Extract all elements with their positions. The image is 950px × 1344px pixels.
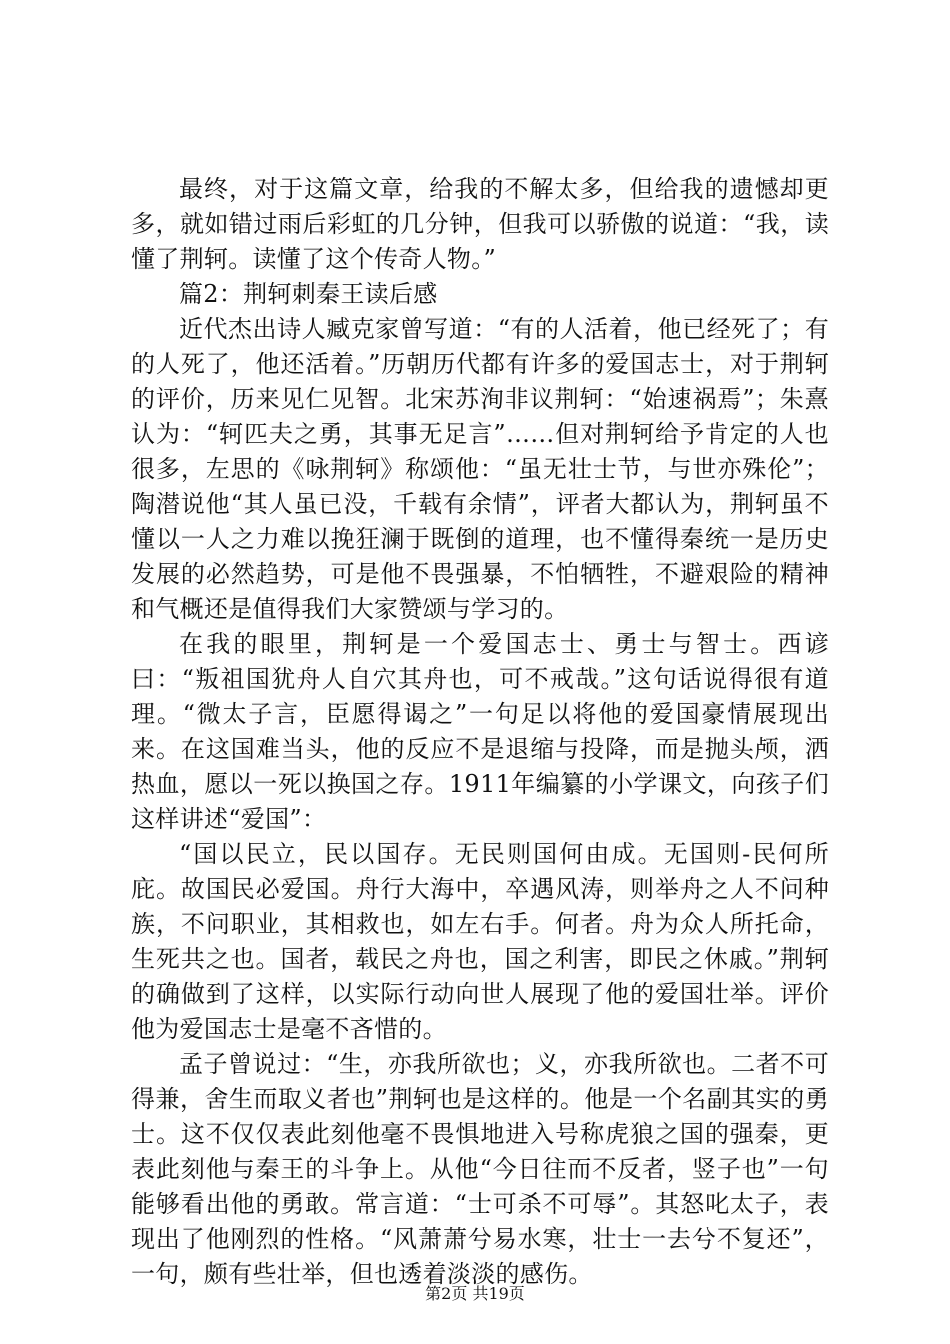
paragraph-conclusion: 最终，对于这篇文章，给我的不解太多，但给我的遗憾却更多，就如错过雨后彩虹的几分钟，但我可以骄傲的说道：“我，读懂了荆轲。读懂了这个传奇人物。” <box>131 175 829 273</box>
section-heading: 篇2：荆轲刺秦王读后感 <box>179 280 438 308</box>
paragraph-intro: 近代杰出诗人臧克家曾写道：“有的人活着，他已经死了；有的人死了，他还活着。”历朝历代都有许多的爱国志士，对于荆轲的评价，历来见仁见智。北宋苏洵非议荆轲：“始速祸焉”；朱熹认为：“轲匹夫之勇，其事无足言”……但对荆轲给予肯定的人也很多，左思的《咏荆轲》称颂他：“虽无壮士节，与世亦殊伦”；陶潜说他“其人虽已没，千载有余情”，评者大都认为，荆轲虽不懂以一人之力难以挽狂澜于既倒的道理，也不懂得秦统一是历史发展的必然趋势，可是他不畏强暴，不怕牺牲，不避艰险的精神和气概还是值得我们大家赞颂与学习的。 <box>131 315 829 623</box>
page-number: 第2页 共19页 <box>425 1284 525 1303</box>
paragraph-patriot: 在我的眼里，荆轲是一个爱国志士、勇士与智士。西谚曰：“叛祖国犹舟人自穴其舟也，可不戒哉。”这句话说得很有道理。“微太子言，臣愿得谒之”一句足以将他的爱国豪情展现出来。在这国难当头，他的反应不是退缩与投降，而是抛头颅，洒热血，愿以一死以换国之存。1911年编纂的小学课文，向孩子们这样讲述“爱国”： <box>131 630 829 833</box>
paragraph-brave: 孟子曾说过：“生，亦我所欲也；义，亦我所欲也。二者不可得兼，舍生而取义者也”荆轲也是这样的。他是一个名副其实的勇士。这不仅仅表此刻他毫不畏惧地进入号称虎狼之国的强秦，更表此刻他与秦王的斗争上。从他“今日往而不反者，竖子也”一句能够看出他的勇敢。常言道：“士可杀不可辱”。其怒叱太子，表现出了他刚烈的性格。“风萧萧兮易水寒，壮士一去兮不复还”，一句，颇有些壮举，但也透着淡淡的感伤。 <box>131 1050 829 1288</box>
paragraph-quote: “国以民立，民以国存。无民则国何由成。无国则-民何所庇。故国民必爱国。舟行大海中，卒遇风涛，则举舟之人不问种族，不问职业，其相救也，如左右手。何者。舟为众人所托命，生死共之也。国者，载民之舟也，国之利害，即民之休戚。”荆轲的确做到了这样，以实际行动向世人展现了他的爱国壮举。评价他为爱国志士是毫不吝惜的。 <box>131 840 829 1043</box>
document-body <box>131 172 829 1292</box>
